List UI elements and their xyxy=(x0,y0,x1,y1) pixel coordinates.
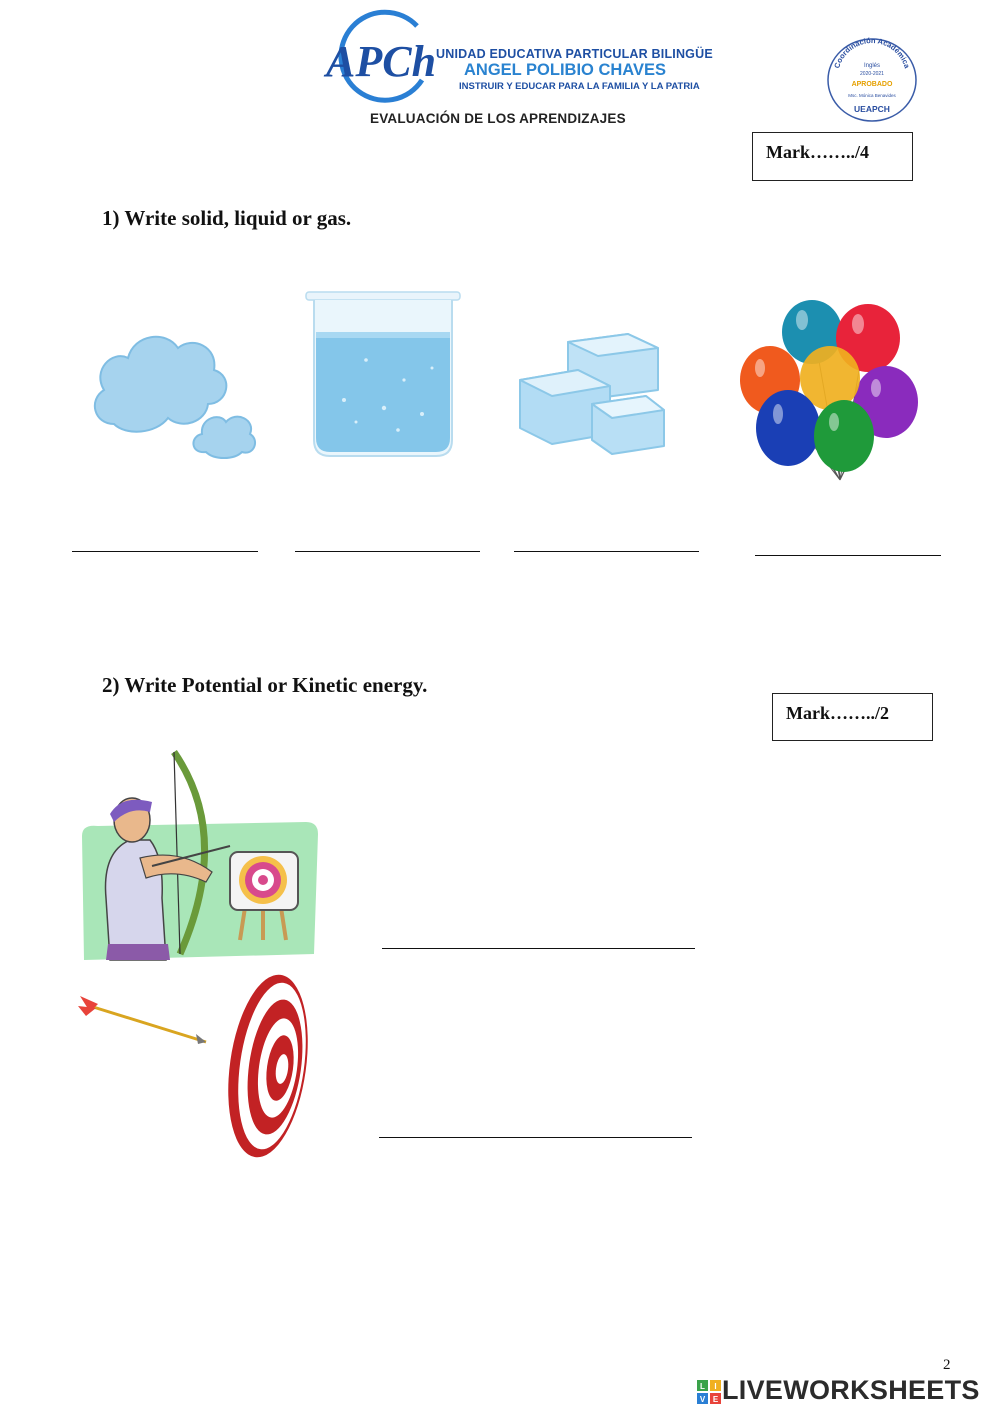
svg-text:V: V xyxy=(699,1395,706,1404)
logo-emblem xyxy=(322,8,442,106)
water-beaker-image xyxy=(304,290,462,462)
answer-line-arrow-target[interactable] xyxy=(379,1137,692,1138)
svg-text:I: I xyxy=(714,1382,717,1391)
mark-box-section2: Mark……../2 xyxy=(772,693,933,741)
balloons-image xyxy=(740,280,920,486)
school-name-line1: UNIDAD EDUCATIVA PARTICULAR BILINGÜE xyxy=(436,47,713,61)
school-name: ANGEL POLIBIO CHAVES xyxy=(464,61,666,79)
svg-text:L: L xyxy=(700,1382,705,1391)
answer-line-ice[interactable] xyxy=(514,551,699,552)
school-logo xyxy=(322,8,442,106)
cloud-image xyxy=(86,312,258,460)
mark-box-section1: Mark……../4 xyxy=(752,132,913,181)
arrow-target-image xyxy=(74,970,314,1162)
approval-stamp xyxy=(826,37,918,123)
answer-line-balloons[interactable] xyxy=(755,555,941,556)
stamp-signer: Msc. Mónica Benavides xyxy=(848,93,896,98)
logo-initials: APCh xyxy=(326,37,437,86)
answer-line-cloud[interactable] xyxy=(72,551,258,552)
ice-cubes-image xyxy=(518,330,666,456)
question-2: 2) Write Potential or Kinetic energy. xyxy=(102,673,428,697)
stamp-subject: Inglés xyxy=(863,63,881,69)
archer-image xyxy=(80,748,320,963)
stamp-arc-text: Coordinación Académica xyxy=(832,37,912,70)
answer-line-beaker[interactable] xyxy=(295,551,480,552)
liveworksheets-brand: LIVEWORKSHEETS xyxy=(722,1375,980,1405)
school-motto: INSTRUIR Y EDUCAR PARA LA FAMILIA Y LA PATRIA xyxy=(459,81,700,92)
page-number: 2 xyxy=(943,1357,951,1373)
stamp-year: 2020-2021 xyxy=(860,71,884,77)
stamp-status: APROBADO xyxy=(851,81,893,88)
liveworksheets-logo xyxy=(697,1380,721,1404)
answer-line-archer[interactable] xyxy=(382,948,695,949)
svg-text:E: E xyxy=(712,1395,719,1404)
evaluation-title: EVALUACIÓN DE LOS APRENDIZAJES xyxy=(370,111,626,126)
question-1: 1) Write solid, liquid or gas. xyxy=(102,206,352,230)
stamp-institution: UEAPCH xyxy=(854,104,890,114)
